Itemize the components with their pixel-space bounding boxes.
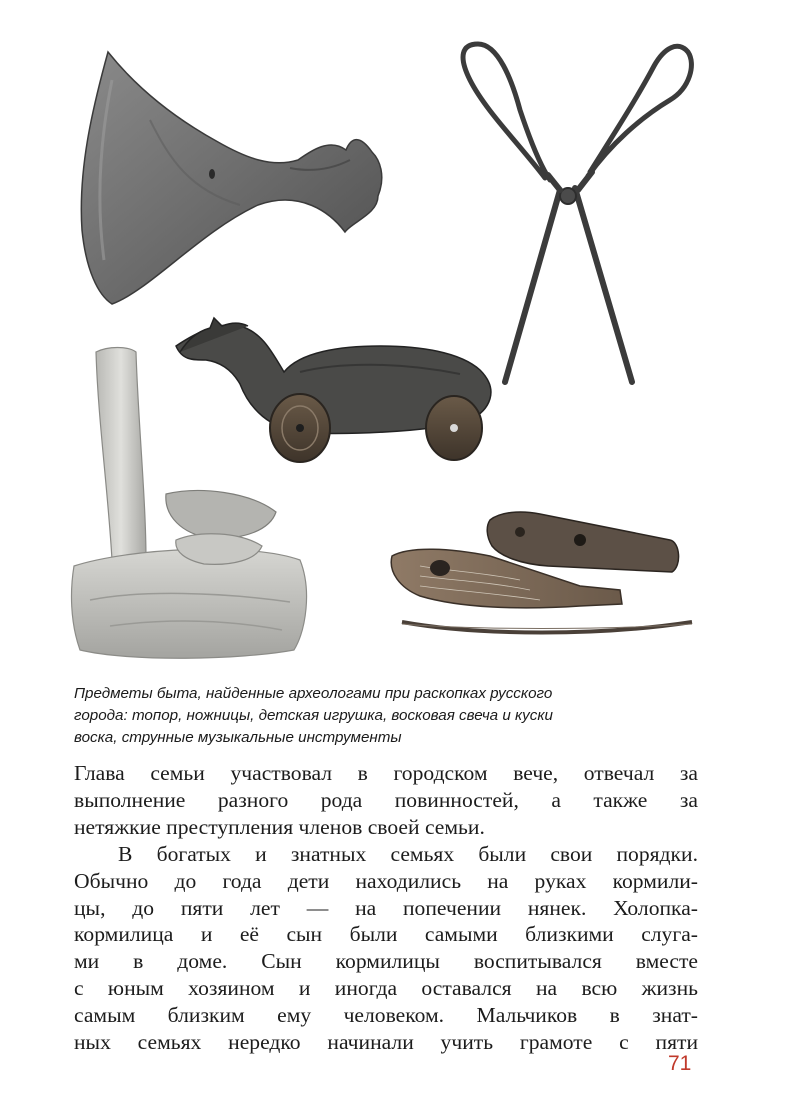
paragraph [74,841,698,1056]
text-line: Обычно до года дети находились на руках кормили- [74,868,698,893]
caption-line: Предметы быта, найденные археологами при раскопках русского [74,685,553,702]
page-number: 71 [668,1052,692,1075]
scissors-image [463,44,691,382]
text-line: ных семьях нередко начинали учить грамоте с пяти [74,1030,698,1055]
caption-line: города: топор, ножницы, детская игрушка, восковая свеча и куски [74,707,553,724]
text-line: В богатых и знатных семьях были свои порядки. [118,841,698,866]
text-line: с юным хозяином и иногда оставался на всю жизнь [74,976,698,1001]
text-line: выполнение разного рода повинностей, а также за [74,787,698,812]
axe-image [81,52,381,304]
text-line: кормилица и её сын были самыми близкими слуга- [74,922,698,947]
text-line: нетяжкие преступления членов своей семьи. [74,814,485,839]
string-instruments-image [391,512,692,633]
text-line: Глава семьи участвовал в городском вече, отвечал за [74,761,698,785]
body-text [74,760,698,1056]
text-line: цы, до пяти лет — на попечении нянек. Холопка- [74,895,698,920]
figure-caption [74,683,714,749]
text-line: самым близким ему человеком. Мальчиков в знат- [74,1003,698,1028]
paragraph [74,760,698,841]
text-line: ми в доме. Сын кормилицы воспитывался вместе [74,949,698,974]
caption-line: воска, струнные музыкальные инструменты [74,729,402,746]
toy-horse-image [176,318,491,462]
